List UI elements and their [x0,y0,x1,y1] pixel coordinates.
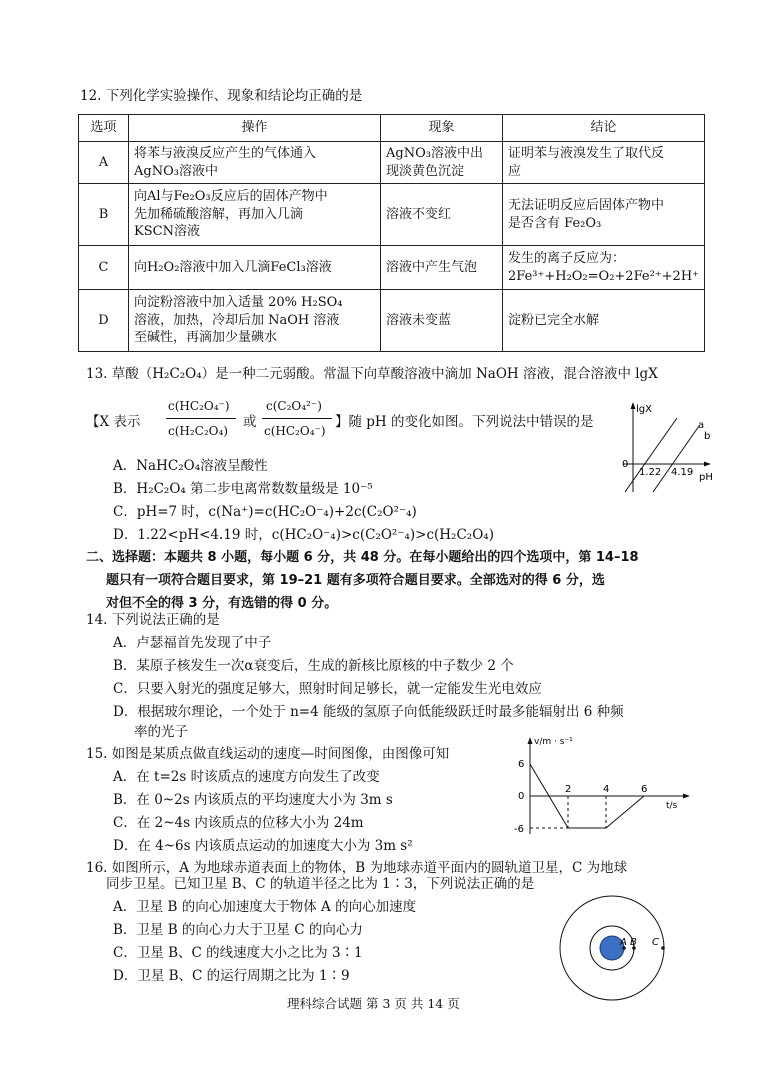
row-phenomenon: 溶液不变红 [381,184,503,246]
cell-line: 应 [508,163,522,179]
cell-line: KSCN溶液 [134,224,200,240]
y-axis-arrow [528,737,533,744]
cell-line: 发生的离子反应为： [508,250,626,266]
fraction-1-numerator: c(HC₂O₄⁻) [168,399,230,413]
row-option: A [79,142,129,184]
q14-option-a: A．卢瑟福首先发现了中子 [113,635,272,651]
y-label: v/m · s⁻¹ [534,737,573,747]
tick-1-label: 1.22 [639,467,662,478]
table-row [79,142,705,184]
q15-option-b: B．在 0~2s 内该质点的平均速度大小为 3m s [113,792,393,808]
x-tick-6: 6 [641,784,648,795]
or-word: 或 [243,414,257,430]
line-b-label: b [704,431,711,442]
q15-vt-graph [508,734,698,839]
section-2-line-3: 对但不全的得 3 分，有选错的得 0 分。 [106,596,338,611]
x-axis-arrow [683,794,690,799]
table-row [79,290,705,352]
y-tick-6: 6 [518,759,525,770]
col-header-operation: 操作 [129,115,381,142]
q13-stem-2: 】随 pH 的变化如图。下列说法中错误的是 [335,414,594,430]
q15-option-a: A．在 t=2s 时该质点的速度方向发生了改变 [113,769,380,785]
row-operation [129,142,381,184]
row-phenomenon [381,142,503,184]
q16-stem: 16. 如图所示，A 为地球赤道表面上的物体，B 为地球赤道平面内的圆轨道卫星，C 为地球 [86,860,628,876]
label-b: B [630,937,637,948]
fraction-1-bar [166,418,236,419]
label-a: A [620,937,627,948]
q13-stem: 13. 草酸（H₂C₂O₄）是一种二元弱酸。常温下向草酸溶液中滴加 NaOH 溶液，混合溶液中 lgX [86,366,658,382]
section-2-line-2: 题只有一项符合题目要求，第 19–21 题有多项符合题目要求。全部选对的得 6 分，选 [106,573,605,588]
fraction-1-denominator: c(H₂C₂O₄) [168,424,228,438]
x-label: t/s [666,801,678,811]
row-option: D [79,290,129,352]
label-c: C [652,937,659,948]
row-conclusion [503,184,705,246]
q15-option-d: D．在 4~6s 内该质点运动的加速度大小为 3m s² [113,838,413,854]
q12-title: 12. 下列化学实验操作、现象和结论均正确的是 [80,88,363,104]
q15-stem: 15. 如图是某质点做直线运动的速度—时间图像，由图像可知 [86,746,450,762]
fraction-2-bar [262,418,332,419]
cell-line: 2Fe³⁺+H₂O₂=O₂+2Fe²⁺+2H⁺ [508,268,700,284]
row-conclusion [503,142,705,184]
x-tick-2: 2 [565,784,572,795]
q13-option-b: B．H₂C₂O₄ 第二步电离常数数量级是 10⁻⁵ [113,481,373,497]
cell-line: AgNO₃溶液中出 [386,145,483,161]
row-operation [129,184,381,246]
q12-table [78,114,705,352]
q13-graph [615,400,725,495]
q13-option-c: C．pH=7 时，c(Na⁺)=c(HC₂O⁻₄)+2c(C₂O²⁻₄) [113,504,417,520]
q16-orbit-diagram [556,893,672,1003]
q13-option-a: A．NaHC₂O₄溶液呈酸性 [113,458,268,474]
q13-x-intro: 【X 表示 [86,414,141,430]
cell-line: 至碱性，再滴加少量碘水 [134,330,278,346]
q14-stem: 14. 下列说法正确的是 [86,612,220,628]
line-b [653,426,699,492]
col-header-conclusion: 结论 [503,115,705,142]
y-label: lgX [636,404,652,415]
row-conclusion [503,246,705,290]
row-operation [129,290,381,352]
q16-option-d: D．卫星 B、C 的运行周期之比为 1∶9 [113,968,350,984]
q14-option-d-cont: 率的光子 [134,724,188,740]
y-tick-0: 0 [518,791,525,802]
row-conclusion: 淀粉已完全水解 [503,290,705,352]
q16-option-a: A．卫星 B 的向心加速度大于物体 A 的向心加速度 [113,899,417,915]
col-header-phenomenon: 现象 [381,115,503,142]
cell-line: 先加稀硫酸溶解，再加入几滴 [134,206,304,222]
cell-line: 无法证明反应后固体产物中 [508,197,665,213]
y-axis-arrow [631,402,636,409]
row-phenomenon: 溶液未变蓝 [381,290,503,352]
cell-line: AgNO₃溶液中 [134,163,218,179]
fraction-2-numerator: c(C₂O₄²⁻) [266,399,322,413]
cell-line: 溶液，加热，冷却后加 NaOH 溶液 [134,312,340,328]
q14-option-c: C．只要入射光的强度足够大，照射时间足够长，就一定能发生光电效应 [113,681,542,697]
line-a-label: a [698,420,705,431]
table-row [79,184,705,246]
cell-line: 是否含有 Fe₂O₃ [508,215,602,231]
q16-stem-2: 同步卫星。已知卫星 B、C 的轨道半径之比为 1∶3，下列说法正确的是 [106,876,535,892]
row-operation: 向H₂O₂溶液中加入几滴FeCl₃溶液 [129,246,381,290]
section-2-line-1: 二、选择题：本题共 8 小题，每小题 6 分，共 48 分。在每小题给出的四个选项中，第 14–18 [86,550,639,565]
col-header-option: 选项 [79,115,129,142]
cell-line: 证明苯与液溴发生了取代反 [508,145,665,161]
row-option: C [79,246,129,290]
table-header-row [79,115,705,142]
y-tick-minus6: -6 [514,824,524,835]
q14-option-b: B．某原子核发生一次α衰变后，生成的新核比原核的中子数少 2 个 [113,658,514,674]
cell-line: 向Al与Fe₂O₃反应后的固体产物中 [134,189,328,205]
fraction-2-denominator: c(HC₂O₄⁻) [264,424,326,438]
row-option: B [79,184,129,246]
q15-option-c: C．在 2~4s 内该质点的位移大小为 24m [113,815,364,831]
q16-option-b: B．卫星 B 的向心力大于卫星 C 的向心力 [113,922,363,938]
cell-line: 将苯与液溴反应产生的气体通入 [134,145,317,161]
x-label: pH [699,472,713,483]
cell-line: 向淀粉溶液中加入适量 20% H₂SO₄ [134,295,343,311]
page-footer: 理科综合试题 第 3 页 共 14 页 [287,996,460,1011]
origin-label: 0 [622,459,629,470]
tick-2-label: 4.19 [671,467,694,478]
cell-line: 现淡黄色沉淀 [386,163,465,179]
x-axis-arrow [704,462,711,467]
x-tick-4: 4 [603,784,610,795]
q16-option-c: C．卫星 B、C 的线速度大小之比为 3∶1 [113,945,363,961]
q13-option-d: D．1.22<pH<4.19 时，c(HC₂O⁻₄)>c(C₂O²⁻₄)>c(H₂C₂O₄) [113,527,494,543]
point-c [661,946,665,950]
row-phenomenon: 溶液中产生气泡 [381,246,503,290]
table-row [79,246,705,290]
q14-option-d: D．根据玻尔理论，一个处于 n=4 能级的氢原子向低能级跃迁时最多能辐射出 6 种频 [113,704,624,720]
